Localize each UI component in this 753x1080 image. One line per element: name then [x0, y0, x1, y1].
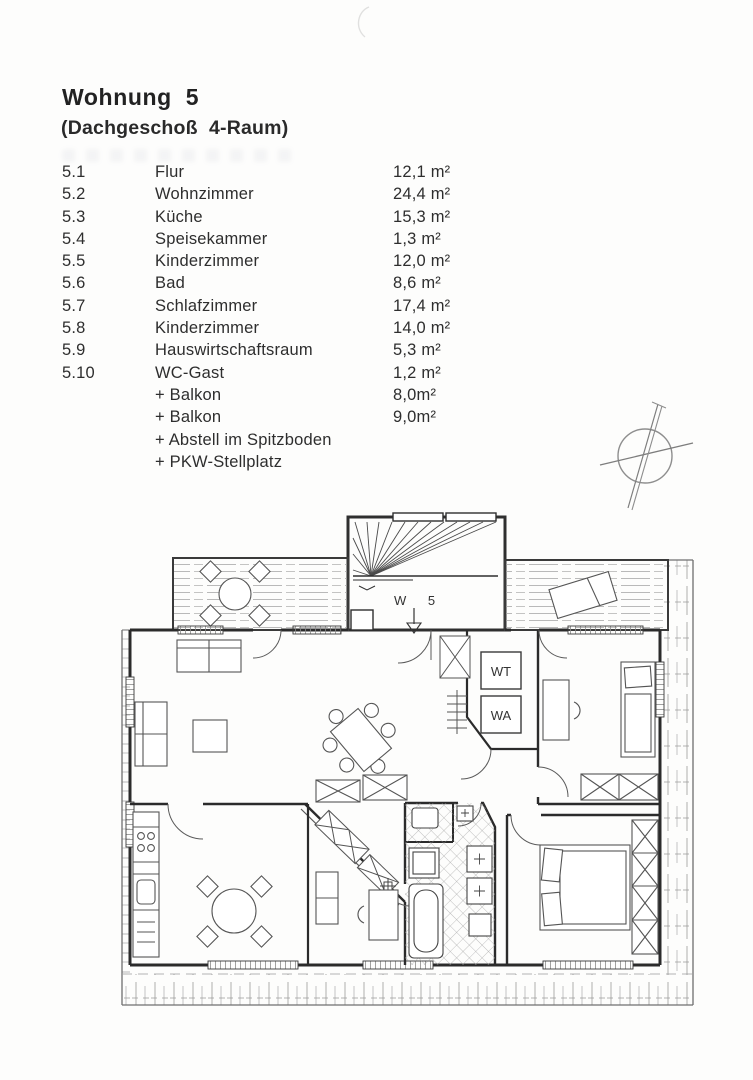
radiator-icon: [447, 690, 467, 734]
unit-label: [394, 593, 444, 633]
room-area: 1,3 m²: [393, 229, 441, 248]
page-title: Wohnung 5: [62, 84, 200, 110]
extra-name: + PKW-Stellplatz: [155, 452, 283, 471]
bedroom-furniture: [540, 820, 658, 954]
room-number: 5.1: [62, 163, 86, 181]
balcony-left: [173, 558, 348, 630]
apartment-number-label: W 5: [394, 593, 445, 608]
table-row: [62, 250, 492, 272]
room-number: 5.3: [62, 207, 86, 226]
balcony-right: [505, 560, 668, 630]
room-area: 24,4 m²: [393, 185, 451, 204]
room-area: 17,4 m²: [393, 296, 451, 315]
desk-chair: [574, 702, 580, 719]
room-area: 14,0 m²: [393, 319, 451, 338]
room-area-table: [62, 161, 492, 473]
room-area: 12,0 m²: [393, 252, 451, 271]
north-compass-icon: [588, 398, 704, 514]
kids-room-right-furniture: [543, 662, 658, 800]
scan-artifact: [338, 4, 380, 44]
room-name: Kinderzimmer: [155, 252, 260, 271]
table-row: [62, 183, 492, 205]
extra-name: + Balkon: [155, 408, 222, 427]
room-name: Hauswirtschaftsraum: [155, 341, 313, 360]
extra-area: [393, 429, 492, 451]
table-row: [62, 161, 492, 183]
room-area: 15,3 m²: [393, 207, 451, 226]
washer-label: WA: [490, 708, 512, 723]
utility-room: [440, 636, 521, 734]
room-area: 5,3 m²: [393, 341, 441, 360]
table-row: [62, 317, 492, 339]
room-name: Flur: [155, 163, 185, 181]
room-name: Schlafzimmer: [155, 296, 258, 315]
toilet: [469, 914, 491, 936]
extra-area: 9,0m²: [393, 408, 437, 427]
room-name: Bad: [155, 274, 185, 293]
room-number: 5.4: [62, 229, 86, 248]
room-number: 5.7: [62, 296, 86, 315]
chimney-block: [351, 610, 373, 630]
room-name: Wohnzimmer: [155, 185, 254, 204]
staircase: [348, 513, 505, 630]
room-number: 5.8: [62, 319, 86, 338]
room-area: 12,1 m²: [393, 163, 451, 181]
table-row-extra: [62, 406, 492, 428]
room-number: 5.6: [62, 274, 86, 293]
table-row: [62, 295, 492, 317]
table-row-extra: [62, 429, 492, 451]
sink-icon: [137, 880, 155, 904]
living-room-furniture: [135, 640, 411, 802]
dryer-label: WT: [490, 664, 512, 679]
table-row-extra: [62, 384, 492, 406]
page-subtitle: (Dachgeschoß 4-Raum): [61, 117, 289, 139]
room-number: 5.10: [62, 363, 95, 382]
stair-treads: [353, 522, 496, 576]
kitchen-table-set: [197, 876, 272, 947]
sideboard-cabinets: [316, 775, 407, 802]
room-name: WC-Gast: [155, 363, 225, 382]
table-row: [62, 228, 492, 250]
room-number: 5.5: [62, 252, 86, 271]
table-row: [62, 206, 492, 228]
table-row: [62, 272, 492, 294]
extra-area: 8,0m²: [393, 385, 437, 404]
guest-wc-toilet: [412, 808, 438, 828]
bathroom: [405, 803, 495, 965]
kitchen-furniture: [133, 812, 272, 957]
extra-area: [393, 451, 492, 473]
extra-name: + Abstell im Spitzboden: [155, 430, 332, 449]
wardrobe: [581, 774, 658, 800]
desk-chair: [358, 906, 364, 923]
wardrobe: [632, 820, 658, 954]
room-number: 5.9: [62, 341, 86, 360]
stair-direction-mark: [359, 586, 375, 590]
floor-plan: [113, 512, 697, 1014]
table-row-extra: [62, 451, 492, 473]
extra-name: + Balkon: [155, 385, 222, 404]
table-row: [62, 339, 492, 361]
room-name: Kinderzimmer: [155, 319, 260, 338]
table-row: [62, 362, 492, 384]
room-number: 5.2: [62, 185, 86, 204]
room-area: 8,6 m²: [393, 274, 441, 293]
room-area: 1,2 m²: [393, 363, 441, 382]
room-name: Küche: [155, 207, 203, 226]
room-name: Speisekammer: [155, 229, 268, 248]
